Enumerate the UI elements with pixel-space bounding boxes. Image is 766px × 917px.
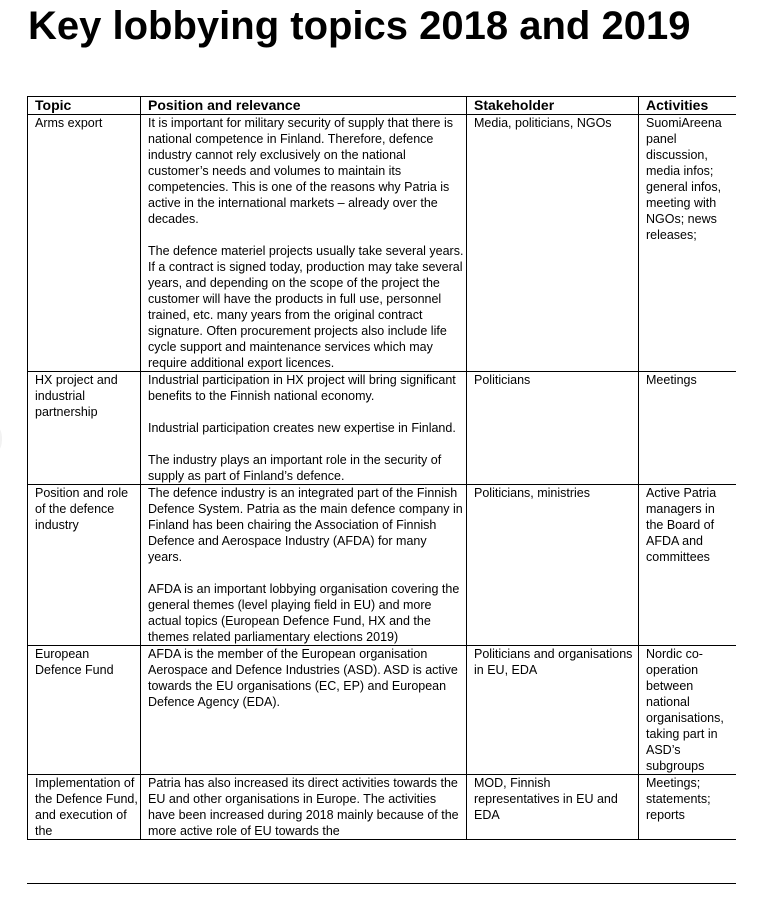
table-row	[28, 115, 737, 372]
position-paragraph: Industrial participation creates new expertise in Finland.	[148, 421, 456, 435]
position-paragraph: AFDA is an important lobbying organisation covering the general themes (level playing field in EU) and more actual topics (European Defence Fund, HX and the themes related parliamentary elections 2019)	[148, 582, 460, 644]
table-row	[28, 646, 737, 775]
cell-topic: European Defence Fund	[28, 646, 141, 775]
cell-topic: Implementation of the Defence Fund, and execution of the	[28, 775, 141, 840]
cell-stakeholder: Politicians and organisations in EU, EDA	[467, 646, 639, 775]
cell-stakeholder: Politicians	[467, 372, 639, 485]
cell-topic: Arms export	[28, 115, 141, 372]
cell-stakeholder: Media, politicians, NGOs	[467, 115, 639, 372]
table-row	[28, 485, 737, 646]
cell-position	[141, 646, 467, 775]
cell-activities: Nordic co-operation between national organisations, taking part in ASD’s subgroups	[639, 646, 737, 775]
cell-stakeholder: MOD, Finnish representatives in EU and EDA	[467, 775, 639, 840]
table-row	[28, 372, 737, 485]
position-paragraph: The defence materiel projects usually take several years. If a contract is signed today, production may take several years, and depending on the scope of the project the customer will have the products in full use, personnel trained, etc. many years from the original contract signature. Often procurement projects also include life cycle support and maintenance services which may require additional export licences.	[148, 244, 464, 370]
table-header-row	[28, 97, 737, 115]
position-paragraph: AFDA is the member of the European organisation Aerospace and Defence Industries (ASD). ASD is active towards the EU organisations (EC, EP) and European Defence Agency (EDA).	[148, 647, 458, 709]
lobbying-topics-table	[27, 96, 736, 840]
position-paragraph: The defence industry is an integrated part of the Finnish Defence System. Patria as the main defence company in Finland has been chairing the Association of Finnish Defence and Aerospace Industry (AFDA) for many years.	[148, 486, 463, 564]
cell-activities: Meetings	[639, 372, 737, 485]
position-paragraph: Patria has also increased its direct activities towards the EU and other organisations in Europe. The activities have been increased during 2018 mainly because of the more active role of EU towards the	[148, 776, 459, 838]
cell-activities: Active Patria managers in the Board of AFDA and committees	[639, 485, 737, 646]
cell-position	[141, 115, 467, 372]
cell-position	[141, 485, 467, 646]
lobbying-table-container	[27, 96, 736, 884]
cell-position	[141, 775, 467, 840]
cell-activities: Meetings; statements; reports	[639, 775, 737, 840]
position-paragraph: The industry plays an important role in the security of supply as part of Finland’s defence.	[148, 453, 442, 483]
position-paragraph: Industrial participation in HX project will bring significant benefits to the Finnish national economy.	[148, 373, 456, 403]
position-paragraph: It is important for military security of supply that there is national competence in Finland. Therefore, defence industry cannot rely exclusively on the national customer’s needs and volumes to maintain its competencies. This is one of the reasons why Patria is active in the international markets – already over the decades.	[148, 116, 453, 226]
header-topic: Topic	[28, 97, 141, 115]
page-title: Key lobbying topics 2018 and 2019	[28, 4, 691, 48]
header-stakeholder: Stakeholder	[467, 97, 639, 115]
cell-activities: SuomiAreena panel discussion, media infos; general infos, meeting with NGOs; news releases;	[639, 115, 737, 372]
header-activities: Activities	[639, 97, 737, 115]
page-edge-mark	[0, 428, 2, 450]
table-row	[28, 775, 737, 840]
cell-topic: Position and role of the defence industry	[28, 485, 141, 646]
cell-position	[141, 372, 467, 485]
cell-topic: HX project and industrial partnership	[28, 372, 141, 485]
header-position: Position and relevance	[141, 97, 467, 115]
cell-stakeholder: Politicians, ministries	[467, 485, 639, 646]
